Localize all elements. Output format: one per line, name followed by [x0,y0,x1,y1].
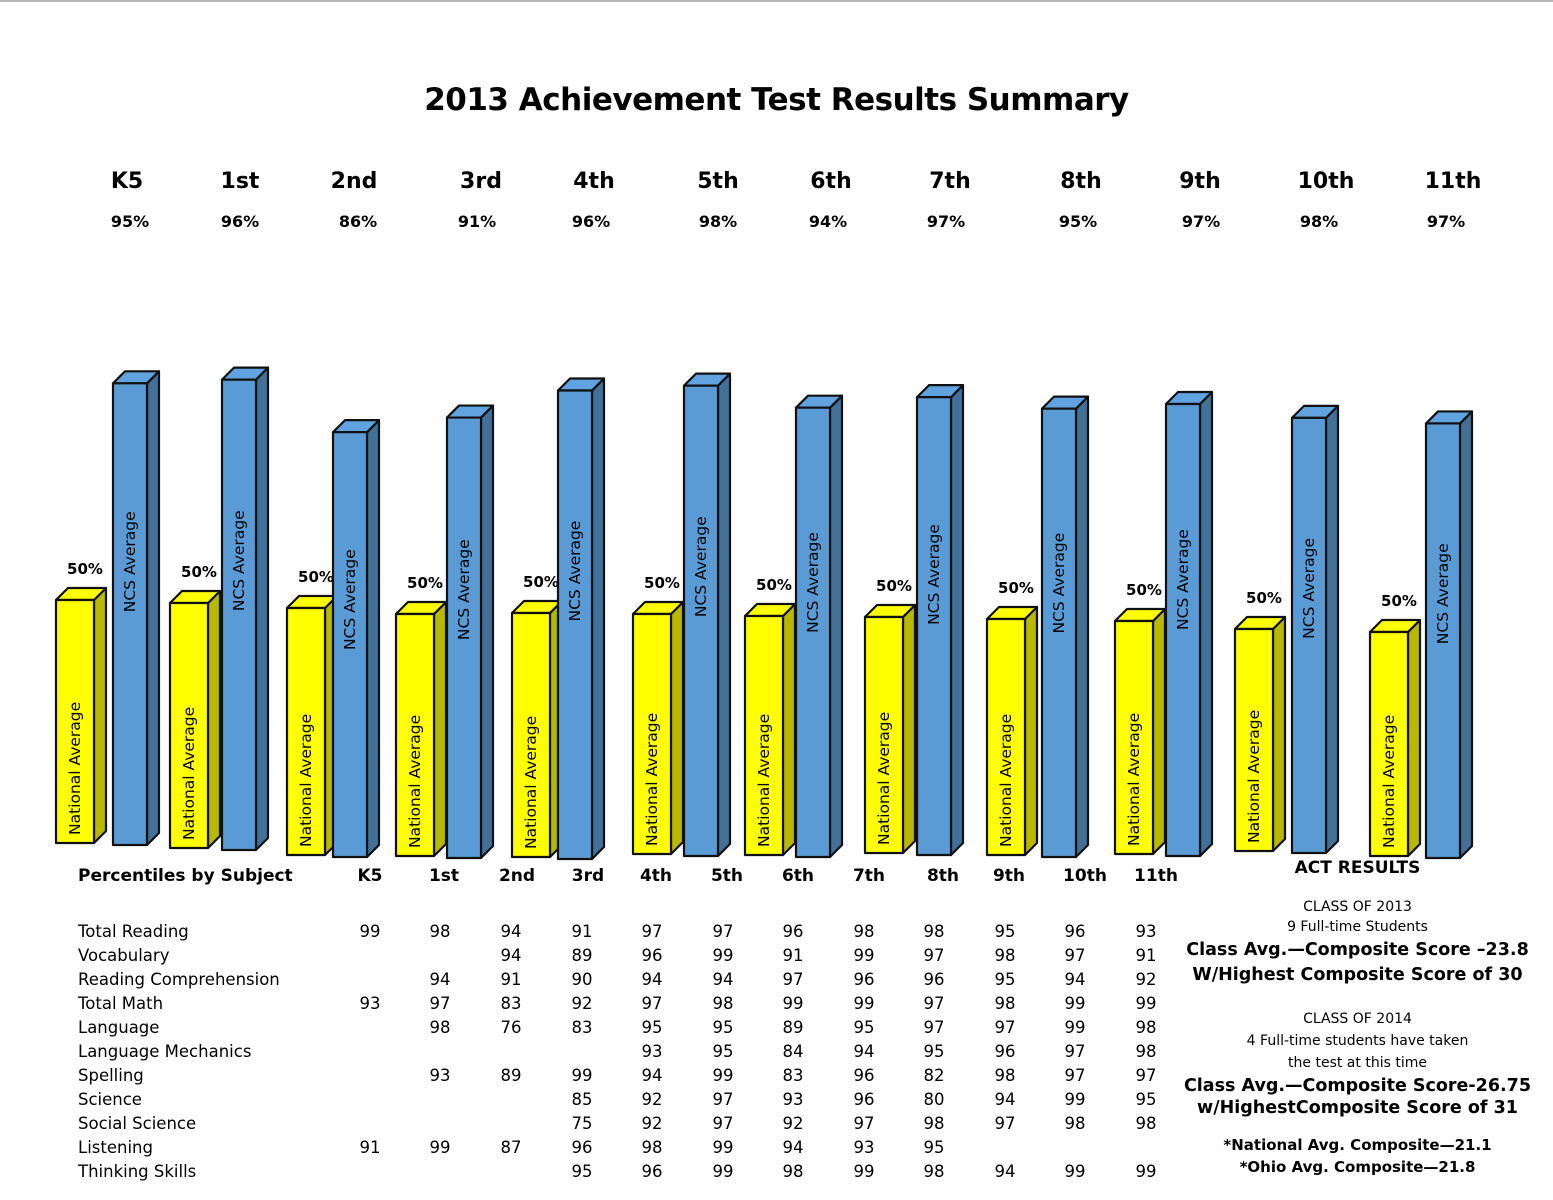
table-cell: 91 [782,946,804,965]
ncs-average-bar-7th-label: NCS Average [925,524,943,625]
table-cell: 92 [571,994,593,1013]
table-cell: 97 [994,1114,1016,1133]
table-cell: 96 [853,1090,875,1109]
table-row-label: Science [78,1090,142,1109]
national-value-label-2nd: 50% [298,568,334,586]
ncs-value-label-6th: 94% [808,212,848,231]
grade-label-5th: 5th [697,169,739,194]
ncs-average-bar-3rd [447,406,493,858]
table-cell: 80 [923,1090,945,1109]
table-cell: 97 [853,1114,875,1133]
table-cell: 97 [1064,946,1086,965]
table-cell: 97 [712,1114,734,1133]
ncs-average-bar-8th [1042,397,1088,857]
national-value-label-K5: 50% [67,560,103,578]
ncs-average-bar-K5 [113,371,159,845]
table-cell: 94 [994,1162,1016,1181]
table-row-label: Reading Comprehension [78,970,280,989]
class-2013-title: CLASS OF 2013 [1303,899,1412,915]
table-cell: 95 [923,1138,945,1157]
ncs-average-bar-1st-label: NCS Average [230,510,248,612]
table-cell: 94 [853,1042,875,1061]
national-value-label-3rd: 50% [407,574,443,592]
table-row-label: Thinking Skills [78,1162,197,1181]
national-average-bar-9th [1115,609,1165,854]
table-row-label: Listening [78,1138,153,1157]
table-cell: 89 [782,1018,804,1037]
table-cell: 96 [994,1042,1016,1061]
table-cell: 82 [923,1066,945,1085]
table-cell: 98 [923,922,945,941]
national-average-bar-10th [1235,617,1285,851]
table-row-label: Total Reading [78,922,189,941]
table-cell: 83 [782,1066,804,1085]
table-cell: 98 [994,994,1016,1013]
percentiles-header: Percentiles by Subject [78,866,293,886]
ncs-average-bar-K5-label: NCS Average [121,511,139,613]
table-cell: 99 [712,946,734,965]
national-average-bar-4th [512,601,562,857]
table-cell: 90 [571,970,593,989]
table-grade-header: 10th [1063,866,1107,886]
national-average-bar-10th-label: National Average [1245,709,1263,843]
table-cell: 98 [1064,1114,1086,1133]
ncs-average-bar-11th-label: NCS Average [1434,543,1452,645]
table-row-label: Language Mechanics [78,1042,252,1061]
table-grade-header: 9th [992,866,1026,886]
ncs-average-bar-5th-label: NCS Average [692,516,710,618]
table-cell: 99 [853,994,875,1013]
national-value-label-7th: 50% [876,577,912,595]
national-average-bar-6th-label: National Average [755,713,773,847]
table-grade-header: 4th [639,866,673,886]
table-grade-header: 1st [428,866,460,886]
table-cell: 96 [641,946,663,965]
table-cell: 96 [571,1138,593,1157]
national-average-bar-K5-label: National Average [66,701,84,835]
table-cell: 98 [923,1114,945,1133]
table-cell: 83 [571,1018,593,1037]
ncs-value-label-K5: 95% [110,212,150,231]
national-value-label-6th: 50% [756,576,792,594]
grade-label-8th: 8th [1060,169,1102,194]
table-cell: 96 [923,970,945,989]
national-average-bar-3rd-label: National Average [406,714,424,848]
table-cell: 96 [853,970,875,989]
table-cell: 95 [994,970,1016,989]
national-average-bar-11th [1370,620,1420,856]
ncs-value-label-8th: 95% [1058,212,1098,231]
table-grade-header: 11th [1134,866,1178,886]
table-cell: 93 [1135,922,1157,941]
table-cell: 96 [782,922,804,941]
national-average-bar-8th [987,607,1037,855]
table-cell: 99 [853,946,875,965]
table-cell: 93 [429,1066,451,1085]
table-cell: 92 [782,1114,804,1133]
table-cell: 96 [853,1066,875,1085]
table-cell: 92 [641,1114,663,1133]
table-cell: 98 [1135,1114,1157,1133]
table-grade-header: 7th [852,866,886,886]
table-cell: 97 [1064,1066,1086,1085]
grade-label-6th: 6th [810,169,852,194]
national-value-label-4th: 50% [523,573,559,591]
ncs-average-bar-11th [1426,411,1472,858]
table-cell: 91 [359,1138,381,1157]
table-cell: 99 [1135,994,1157,1013]
ncs-average-bar-3rd-label: NCS Average [455,539,473,641]
table-cell: 97 [641,994,663,1013]
national-average-bar-5th-label: National Average [643,712,661,846]
grade-label-9th: 9th [1179,169,1221,194]
grade-label-11th: 11th [1424,169,1482,194]
table-grade-header: 3rd [571,866,605,886]
table-grade-header: 6th [781,866,815,886]
table-cell: 95 [923,1042,945,1061]
ncs-value-label-2nd: 86% [338,212,378,231]
table-cell: 87 [500,1138,522,1157]
table-cell: 92 [641,1090,663,1109]
ncs-average-bar-4th-label: NCS Average [566,520,584,622]
table-grade-header: 5th [710,866,744,886]
national-value-label-10th: 50% [1246,589,1282,607]
grade-label-2nd: 2nd [330,169,378,194]
table-cell: 89 [500,1066,522,1085]
table-cell: 84 [782,1042,804,1061]
table-cell: 93 [853,1138,875,1157]
table-cell: 97 [782,970,804,989]
table-cell: 98 [429,1018,451,1037]
grade-label-10th: 10th [1297,169,1355,194]
table-cell: 95 [571,1162,593,1181]
national-average-bar-1st [170,591,220,848]
ncs-average-bar-6th [796,396,842,857]
table-cell: 91 [1135,946,1157,965]
ncs-value-label-11th: 97% [1426,212,1466,231]
class-2013-students: 9 Full-time Students [1287,919,1428,935]
table-cell: 98 [994,946,1016,965]
ncs-average-bar-10th-label: NCS Average [1300,537,1318,639]
table-cell: 97 [641,922,663,941]
table-cell: 97 [994,1018,1016,1037]
class-2013-average: Class Avg.—Composite Score –23.8 [1186,940,1529,960]
ncs-average-bar-2nd-label: NCS Average [341,549,359,651]
class-2014-highest: w/HighestComposite Score of 31 [1197,1098,1518,1118]
table-cell: 99 [571,1066,593,1085]
table-cell: 94 [500,946,522,965]
ncs-average-bar-1st [222,368,268,850]
ncs-average-bar-5th [684,374,730,856]
ncs-value-label-3rd: 91% [457,212,497,231]
table-cell: 97 [923,946,945,965]
class-2014-students-line2: the test at this time [1288,1055,1427,1071]
table-cell: 94 [641,970,663,989]
national-average-bar-11th-label: National Average [1380,714,1398,848]
table-cell: 97 [429,994,451,1013]
national-average-bar-K5 [56,588,106,843]
table-cell: 95 [853,1018,875,1037]
ncs-average-bar-2nd [333,420,379,857]
table-cell: 94 [429,970,451,989]
table-cell: 94 [712,970,734,989]
class-2014-students-line1: 4 Full-time students have taken [1246,1033,1469,1049]
table-cell: 99 [853,1162,875,1181]
table-grade-header: 8th [926,866,960,886]
table-cell: 98 [641,1138,663,1157]
grade-label-K5: K5 [110,169,144,194]
ohio-composite: *Ohio Avg. Composite—21.8 [1239,1158,1476,1176]
table-cell: 98 [853,922,875,941]
table-cell: 99 [1135,1162,1157,1181]
table-row-label: Language [78,1018,160,1037]
table-cell: 99 [359,922,381,941]
grade-label-4th: 4th [573,169,615,194]
table-cell: 99 [712,1138,734,1157]
ncs-average-bar-8th-label: NCS Average [1050,532,1068,634]
table-cell: 95 [1135,1090,1157,1109]
table-cell: 98 [429,922,451,941]
national-average-bar-2nd [287,596,337,855]
ncs-value-label-9th: 97% [1181,212,1221,231]
table-cell: 97 [1135,1066,1157,1085]
national-composite: *National Avg. Composite—21.1 [1223,1136,1492,1154]
table-cell: 99 [1064,994,1086,1013]
table-grade-header: 2nd [498,866,536,886]
table-cell: 99 [712,1066,734,1085]
table-cell: 96 [641,1162,663,1181]
class-2013-highest: W/Highest Composite Score of 30 [1192,965,1523,985]
table-cell: 98 [782,1162,804,1181]
ncs-value-label-7th: 97% [926,212,966,231]
class-2014-title: CLASS OF 2014 [1303,1011,1412,1027]
table-cell: 98 [1135,1042,1157,1061]
table-cell: 99 [1064,1090,1086,1109]
table-cell: 98 [923,1162,945,1181]
table-cell: 85 [571,1090,593,1109]
table-cell: 97 [923,994,945,1013]
table-row-label: Spelling [78,1066,144,1085]
table-cell: 75 [571,1114,593,1133]
table-cell: 94 [782,1138,804,1157]
ncs-average-bar-6th-label: NCS Average [804,532,822,633]
ncs-average-bar-9th [1166,392,1212,856]
table-cell: 97 [1064,1042,1086,1061]
table-cell: 89 [571,946,593,965]
table-cell: 95 [641,1018,663,1037]
ncs-average-bar-7th [917,385,963,855]
table-cell: 95 [712,1018,734,1037]
national-average-bar-3rd [396,602,446,856]
ncs-average-bar-4th [558,379,604,859]
national-average-bar-4th-label: National Average [522,715,540,849]
table-cell: 94 [994,1090,1016,1109]
class-2014-average: Class Avg.—Composite Score-26.75 [1183,1076,1532,1096]
chart-title: 2013 Achievement Test Results Summary [424,82,1129,118]
table-cell: 91 [500,970,522,989]
table-cell: 95 [994,922,1016,941]
national-value-label-5th: 50% [644,574,680,592]
table-cell: 99 [712,1162,734,1181]
table-cell: 94 [500,922,522,941]
table-cell: 93 [641,1042,663,1061]
table-cell: 93 [359,994,381,1013]
national-average-bar-7th [865,605,915,853]
table-cell: 94 [641,1066,663,1085]
table-cell: 97 [923,1018,945,1037]
national-value-label-9th: 50% [1126,581,1162,599]
national-average-bar-6th [745,604,795,855]
national-average-bar-5th [633,602,683,854]
table-cell: 76 [500,1018,522,1037]
ncs-value-label-10th: 98% [1299,212,1339,231]
table-cell: 83 [500,994,522,1013]
ncs-average-bar-9th-label: NCS Average [1174,529,1192,631]
national-average-bar-1st-label: National Average [180,706,198,840]
grade-label-3rd: 3rd [460,169,502,194]
table-cell: 99 [429,1138,451,1157]
table-cell: 91 [571,922,593,941]
table-cell: 95 [712,1042,734,1061]
ncs-value-label-5th: 98% [698,212,738,231]
table-cell: 98 [712,994,734,1013]
ncs-average-bar-10th [1292,406,1338,853]
table-cell: 93 [782,1090,804,1109]
table-row-label: Vocabulary [78,946,170,965]
table-cell: 92 [1135,970,1157,989]
table-cell: 97 [712,1090,734,1109]
table-grade-header: K5 [357,866,383,886]
table-cell: 94 [1064,970,1086,989]
table-cell: 99 [1064,1018,1086,1037]
national-average-bar-7th-label: National Average [875,711,893,845]
national-value-label-11th: 50% [1381,592,1417,610]
table-row-label: Total Math [78,994,164,1013]
table-cell: 96 [1064,922,1086,941]
grade-label-7th: 7th [929,169,971,194]
grade-label-1st: 1st [220,169,260,194]
table-row-label: Social Science [78,1114,197,1133]
table-cell: 99 [1064,1162,1086,1181]
national-value-label-8th: 50% [998,579,1034,597]
ncs-value-label-4th: 96% [571,212,611,231]
ncs-value-label-1st: 96% [220,212,260,231]
national-value-label-1st: 50% [181,563,217,581]
national-average-bar-8th-label: National Average [997,713,1015,847]
table-cell: 98 [1135,1018,1157,1037]
national-average-bar-9th-label: National Average [1125,712,1143,846]
table-cell: 98 [994,1066,1016,1085]
national-average-bar-2nd-label: National Average [297,713,315,847]
act-results-header: ACT RESULTS [1294,858,1421,878]
table-cell: 99 [782,994,804,1013]
table-cell: 97 [712,922,734,941]
